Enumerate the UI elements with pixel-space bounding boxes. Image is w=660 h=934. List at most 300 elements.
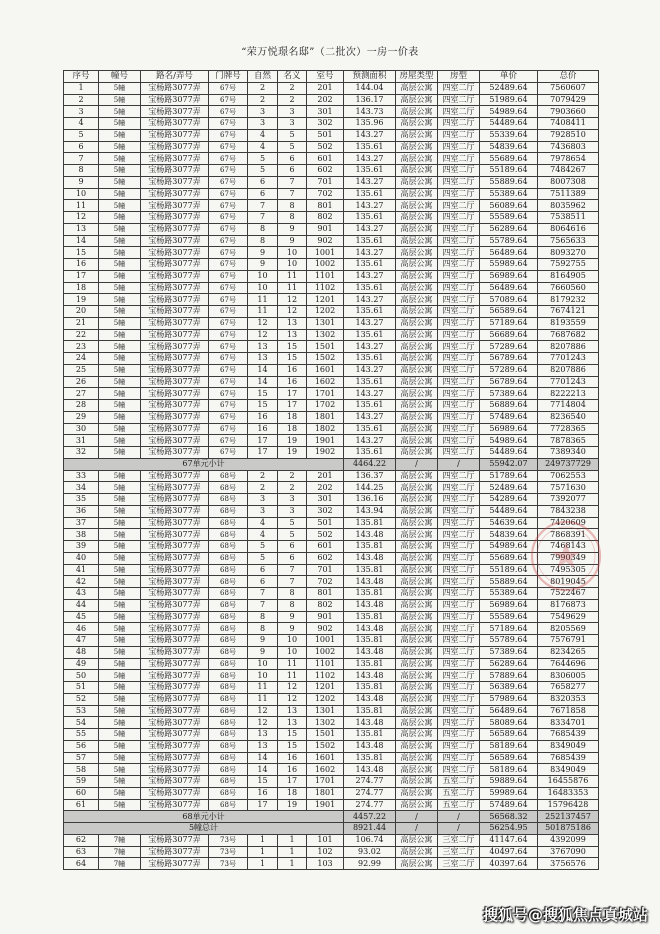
cell-unit-price: 41147.64: [480, 834, 538, 846]
cell-natural-floor: 5: [248, 541, 278, 553]
cell-seq: 32: [64, 447, 99, 459]
cell-building: 5幢: [99, 623, 141, 635]
cell-room: 702: [307, 576, 344, 588]
cell-area: 143.27: [344, 435, 396, 447]
cell-layout: 四室二厅: [438, 552, 480, 564]
cell-seq: 21: [64, 317, 99, 329]
cell-unit-price: 55389.64: [480, 588, 538, 600]
cell-seq: 43: [64, 588, 99, 600]
cell-area: 143.48: [344, 646, 396, 658]
cell-house-type: 高层公寓: [396, 764, 438, 776]
cell-natural-floor: 14: [248, 376, 278, 388]
cell-house-type: 高层公寓: [396, 599, 438, 611]
cell-natural-floor: 4: [248, 529, 278, 541]
table-row: [64, 858, 599, 870]
cell-door: 67号: [209, 141, 248, 153]
cell-layout: 四室二厅: [438, 153, 480, 165]
cell-house-type: 高层公寓: [396, 447, 438, 459]
cell-room: 1901: [307, 435, 344, 447]
table-row: [64, 670, 599, 682]
table-row: [64, 129, 599, 141]
cell-room: 1302: [307, 717, 344, 729]
cell-unit-price: 51989.64: [480, 94, 538, 106]
cell-house-type: 高层公寓: [396, 717, 438, 729]
cell-seq: 19: [64, 294, 99, 306]
cell-area: 143.48: [344, 764, 396, 776]
cell-layout: 四室二厅: [438, 423, 480, 435]
cell-unit-price: 56989.64: [480, 599, 538, 611]
cell-road-lane: 宝杨路3077弄: [141, 212, 209, 224]
cell-area: 135.81: [344, 729, 396, 741]
cell-door: 67号: [209, 106, 248, 118]
cell-natural-floor: 7: [248, 212, 278, 224]
table-row: [64, 282, 599, 294]
cell-unit-price: 55689.64: [480, 552, 538, 564]
cell-unit-price: 56789.64: [480, 376, 538, 388]
summary-row: [64, 823, 599, 835]
table-row: [64, 505, 599, 517]
cell-layout: 三室二厅: [438, 858, 480, 870]
cell-nominal-floor: 5: [278, 141, 307, 153]
cell-layout: 四室二厅: [438, 388, 480, 400]
summary-cell-total-price: 501875186: [538, 823, 599, 835]
cell-natural-floor: 16: [248, 411, 278, 423]
cell-building: 5幢: [99, 176, 141, 188]
cell-house-type: 高层公寓: [396, 329, 438, 341]
cell-house-type: 高层公寓: [396, 552, 438, 564]
cell-seq: 24: [64, 353, 99, 365]
cell-seq: 42: [64, 576, 99, 588]
cell-area: 135.81: [344, 705, 396, 717]
cell-unit-price: 54489.64: [480, 447, 538, 459]
cell-total-price: 7392077: [538, 494, 599, 506]
cell-door: 68号: [209, 517, 248, 529]
cell-road-lane: 宝杨路3077弄: [141, 176, 209, 188]
cell-building: 5幢: [99, 188, 141, 200]
cell-house-type: 高层公寓: [396, 176, 438, 188]
cell-seq: 3: [64, 106, 99, 118]
cell-house-type: 高层公寓: [396, 588, 438, 600]
cell-room: 501: [307, 129, 344, 141]
cell-door: 67号: [209, 235, 248, 247]
cell-road-lane: 宝杨路3077弄: [141, 846, 209, 858]
cell-road-lane: 宝杨路3077弄: [141, 646, 209, 658]
cell-seq: 15: [64, 247, 99, 259]
cell-house-type: 高层公寓: [396, 517, 438, 529]
cell-nominal-floor: 16: [278, 764, 307, 776]
cell-nominal-floor: 18: [278, 787, 307, 799]
cell-room: 901: [307, 611, 344, 623]
cell-road-lane: 宝杨路3077弄: [141, 611, 209, 623]
cell-natural-floor: 7: [248, 200, 278, 212]
cell-building: 5幢: [99, 576, 141, 588]
cell-natural-floor: 12: [248, 329, 278, 341]
cell-total-price: 8236540: [538, 411, 599, 423]
cell-room: 1902: [307, 447, 344, 459]
cell-road-lane: 宝杨路3077弄: [141, 635, 209, 647]
header-house-type: 房屋类型: [396, 71, 438, 83]
cell-layout: 四室二厅: [438, 223, 480, 235]
cell-room: 201: [307, 82, 344, 94]
table-row: [64, 623, 599, 635]
cell-nominal-floor: 17: [278, 388, 307, 400]
cell-nominal-floor: 8: [278, 212, 307, 224]
cell-house-type: 高层公寓: [396, 846, 438, 858]
cell-nominal-floor: 7: [278, 564, 307, 576]
cell-room: 1002: [307, 259, 344, 271]
cell-door: 67号: [209, 376, 248, 388]
cell-natural-floor: 8: [248, 623, 278, 635]
cell-road-lane: 宝杨路3077弄: [141, 94, 209, 106]
cell-natural-floor: 12: [248, 317, 278, 329]
table-row: [64, 423, 599, 435]
cell-building: 5幢: [99, 505, 141, 517]
cell-unit-price: 56789.64: [480, 353, 538, 365]
cell-nominal-floor: 2: [278, 470, 307, 482]
cell-layout: 四室二厅: [438, 752, 480, 764]
cell-room: 1502: [307, 353, 344, 365]
cell-nominal-floor: 11: [278, 270, 307, 282]
cell-room: 1301: [307, 705, 344, 717]
cell-total-price: 7685439: [538, 729, 599, 741]
cell-area: 143.48: [344, 717, 396, 729]
cell-seq: 4: [64, 118, 99, 130]
cell-natural-floor: 3: [248, 494, 278, 506]
cell-road-lane: 宝杨路3077弄: [141, 787, 209, 799]
cell-area: 143.27: [344, 129, 396, 141]
cell-house-type: 高层公寓: [396, 646, 438, 658]
table-row: [64, 658, 599, 670]
cell-nominal-floor: 6: [278, 552, 307, 564]
cell-area: 135.81: [344, 635, 396, 647]
cell-road-lane: 宝杨路3077弄: [141, 752, 209, 764]
cell-building: 5幢: [99, 317, 141, 329]
cell-nominal-floor: 16: [278, 364, 307, 376]
cell-layout: 四室二厅: [438, 270, 480, 282]
cell-seq: 29: [64, 411, 99, 423]
header-seq: 序号: [64, 71, 99, 83]
cell-layout: 四室二厅: [438, 588, 480, 600]
cell-seq: 1: [64, 82, 99, 94]
cell-unit-price: 54839.64: [480, 529, 538, 541]
cell-door: 67号: [209, 165, 248, 177]
cell-seq: 8: [64, 165, 99, 177]
cell-room: 1701: [307, 776, 344, 788]
cell-unit-price: 55189.64: [480, 165, 538, 177]
cell-total-price: 7538511: [538, 212, 599, 224]
cell-area: 143.27: [344, 176, 396, 188]
cell-door: 68号: [209, 705, 248, 717]
cell-layout: 四室二厅: [438, 294, 480, 306]
cell-building: 5幢: [99, 740, 141, 752]
cell-road-lane: 宝杨路3077弄: [141, 353, 209, 365]
cell-area: 135.61: [344, 353, 396, 365]
cell-building: 5幢: [99, 141, 141, 153]
cell-layout: 四室二厅: [438, 482, 480, 494]
cell-building: 5幢: [99, 752, 141, 764]
cell-seq: 38: [64, 529, 99, 541]
cell-layout: 四室二厅: [438, 682, 480, 694]
cell-road-lane: 宝杨路3077弄: [141, 740, 209, 752]
cell-total-price: 8176873: [538, 599, 599, 611]
cell-building: 5幢: [99, 693, 141, 705]
cell-seq: 37: [64, 517, 99, 529]
cell-natural-floor: 13: [248, 740, 278, 752]
table-row: [64, 646, 599, 658]
cell-area: 136.17: [344, 94, 396, 106]
cell-room: 902: [307, 623, 344, 635]
cell-nominal-floor: 9: [278, 623, 307, 635]
cell-natural-floor: 5: [248, 552, 278, 564]
cell-house-type: 高层公寓: [396, 82, 438, 94]
cell-house-type: 高层公寓: [396, 235, 438, 247]
cell-seq: 17: [64, 270, 99, 282]
cell-area: 143.27: [344, 341, 396, 353]
cell-door: 68号: [209, 564, 248, 576]
cell-nominal-floor: 12: [278, 294, 307, 306]
cell-unit-price: 55889.64: [480, 176, 538, 188]
cell-natural-floor: 2: [248, 94, 278, 106]
cell-room: 601: [307, 153, 344, 165]
cell-room: 302: [307, 505, 344, 517]
cell-door: 68号: [209, 635, 248, 647]
cell-seq: 47: [64, 635, 99, 647]
cell-nominal-floor: 17: [278, 400, 307, 412]
cell-door: 67号: [209, 129, 248, 141]
cell-seq: 28: [64, 400, 99, 412]
cell-total-price: 7843238: [538, 505, 599, 517]
cell-unit-price: 56589.64: [480, 729, 538, 741]
cell-door: 67号: [209, 247, 248, 259]
cell-room: 1801: [307, 787, 344, 799]
cell-area: 135.81: [344, 588, 396, 600]
cell-road-lane: 宝杨路3077弄: [141, 717, 209, 729]
cell-door: 67号: [209, 223, 248, 235]
cell-door: 67号: [209, 329, 248, 341]
cell-unit-price: 54489.64: [480, 118, 538, 130]
cell-total-price: 8164905: [538, 270, 599, 282]
cell-natural-floor: 14: [248, 364, 278, 376]
table-row: [64, 693, 599, 705]
cell-natural-floor: 2: [248, 82, 278, 94]
cell-room: 1302: [307, 329, 344, 341]
cell-house-type: 高层公寓: [396, 353, 438, 365]
cell-area: 143.48: [344, 693, 396, 705]
cell-door: 68号: [209, 588, 248, 600]
cell-seq: 48: [64, 646, 99, 658]
cell-layout: 四室二厅: [438, 400, 480, 412]
cell-road-lane: 宝杨路3077弄: [141, 306, 209, 318]
header-nominal-floor: 名义: [278, 71, 307, 83]
cell-road-lane: 宝杨路3077弄: [141, 658, 209, 670]
cell-house-type: 高层公寓: [396, 294, 438, 306]
cell-area: 135.81: [344, 517, 396, 529]
cell-unit-price: 59889.64: [480, 776, 538, 788]
cell-total-price: 7928510: [538, 129, 599, 141]
cell-nominal-floor: 19: [278, 447, 307, 459]
cell-door: 68号: [209, 470, 248, 482]
cell-room: 1801: [307, 411, 344, 423]
cell-door: 68号: [209, 505, 248, 517]
cell-layout: 四室二厅: [438, 341, 480, 353]
summary-label: 68单元小计: [64, 811, 344, 823]
table-row: [64, 588, 599, 600]
cell-nominal-floor: 12: [278, 682, 307, 694]
summary-cell-unit-price: 56254.95: [480, 823, 538, 835]
cell-area: 143.94: [344, 505, 396, 517]
cell-road-lane: 宝杨路3077弄: [141, 82, 209, 94]
cell-road-lane: 宝杨路3077弄: [141, 294, 209, 306]
table-row: [64, 447, 599, 459]
cell-road-lane: 宝杨路3077弄: [141, 317, 209, 329]
cell-road-lane: 宝杨路3077弄: [141, 341, 209, 353]
cell-seq: 46: [64, 623, 99, 635]
summary-label: 5幢总计: [64, 823, 344, 835]
cell-unit-price: 56589.64: [480, 752, 538, 764]
cell-unit-price: 58189.64: [480, 740, 538, 752]
cell-total-price: 7408411: [538, 118, 599, 130]
cell-seq: 13: [64, 223, 99, 235]
cell-total-price: 8064616: [538, 223, 599, 235]
cell-layout: 四室二厅: [438, 717, 480, 729]
cell-road-lane: 宝杨路3077弄: [141, 670, 209, 682]
cell-door: 67号: [209, 176, 248, 188]
cell-road-lane: 宝杨路3077弄: [141, 588, 209, 600]
cell-door: 67号: [209, 188, 248, 200]
cell-door: 67号: [209, 259, 248, 271]
cell-total-price: 4392099: [538, 834, 599, 846]
cell-nominal-floor: 18: [278, 411, 307, 423]
cell-building: 5幢: [99, 364, 141, 376]
table-row: [64, 259, 599, 271]
table-row: [64, 153, 599, 165]
cell-natural-floor: 12: [248, 717, 278, 729]
cell-house-type: 高层公寓: [396, 576, 438, 588]
cell-total-price: 7701243: [538, 376, 599, 388]
cell-seq: 54: [64, 717, 99, 729]
cell-natural-floor: 10: [248, 670, 278, 682]
cell-door: 67号: [209, 306, 248, 318]
summary-cell-area: 8921.44: [344, 823, 396, 835]
cell-building: 5幢: [99, 599, 141, 611]
cell-room: 1501: [307, 729, 344, 741]
cell-nominal-floor: 12: [278, 693, 307, 705]
cell-building: 5幢: [99, 165, 141, 177]
cell-nominal-floor: 5: [278, 129, 307, 141]
table-row: [64, 141, 599, 153]
cell-nominal-floor: 10: [278, 247, 307, 259]
cell-total-price: 7903660: [538, 106, 599, 118]
cell-door: 73号: [209, 846, 248, 858]
cell-area: 143.48: [344, 599, 396, 611]
cell-layout: 四室二厅: [438, 705, 480, 717]
cell-unit-price: 52489.64: [480, 482, 538, 494]
cell-building: 5幢: [99, 411, 141, 423]
cell-road-lane: 宝杨路3077弄: [141, 494, 209, 506]
cell-area: 143.48: [344, 529, 396, 541]
cell-seq: 11: [64, 200, 99, 212]
cell-layout: 四室二厅: [438, 129, 480, 141]
cell-layout: 四室二厅: [438, 376, 480, 388]
cell-road-lane: 宝杨路3077弄: [141, 729, 209, 741]
cell-area: 274.77: [344, 776, 396, 788]
cell-house-type: 高层公寓: [396, 388, 438, 400]
cell-area: 92.99: [344, 858, 396, 870]
cell-unit-price: 55189.64: [480, 564, 538, 576]
cell-natural-floor: 13: [248, 353, 278, 365]
header-row: [64, 71, 599, 83]
cell-area: 135.81: [344, 682, 396, 694]
cell-nominal-floor: 19: [278, 799, 307, 811]
cell-nominal-floor: 6: [278, 165, 307, 177]
cell-layout: 四室二厅: [438, 200, 480, 212]
cell-road-lane: 宝杨路3077弄: [141, 764, 209, 776]
cell-layout: 四室二厅: [438, 235, 480, 247]
cell-unit-price: 56289.64: [480, 658, 538, 670]
cell-area: 135.61: [344, 235, 396, 247]
cell-nominal-floor: 8: [278, 588, 307, 600]
cell-unit-price: 58189.64: [480, 764, 538, 776]
cell-room: 601: [307, 541, 344, 553]
cell-house-type: 高层公寓: [396, 658, 438, 670]
cell-nominal-floor: 10: [278, 646, 307, 658]
cell-seq: 49: [64, 658, 99, 670]
cell-building: 5幢: [99, 106, 141, 118]
cell-road-lane: 宝杨路3077弄: [141, 411, 209, 423]
cell-area: 143.48: [344, 576, 396, 588]
cell-area: 143.73: [344, 106, 396, 118]
cell-house-type: 高层公寓: [396, 752, 438, 764]
cell-unit-price: 56589.64: [480, 306, 538, 318]
cell-unit-price: 55789.64: [480, 235, 538, 247]
cell-road-lane: 宝杨路3077弄: [141, 400, 209, 412]
cell-building: 5幢: [99, 82, 141, 94]
cell-seq: 52: [64, 693, 99, 705]
cell-nominal-floor: 2: [278, 482, 307, 494]
table-row: [64, 729, 599, 741]
cell-total-price: 8093270: [538, 247, 599, 259]
cell-road-lane: 宝杨路3077弄: [141, 235, 209, 247]
cell-room: 501: [307, 517, 344, 529]
cell-house-type: 高层公寓: [396, 858, 438, 870]
cell-road-lane: 宝杨路3077弄: [141, 329, 209, 341]
cell-house-type: 高层公寓: [396, 306, 438, 318]
cell-building: 7幢: [99, 846, 141, 858]
cell-house-type: 高层公寓: [396, 259, 438, 271]
cell-building: 5幢: [99, 94, 141, 106]
cell-layout: 四室二厅: [438, 165, 480, 177]
cell-door: 68号: [209, 599, 248, 611]
cell-road-lane: 宝杨路3077弄: [141, 505, 209, 517]
cell-total-price: 7576791: [538, 635, 599, 647]
cell-door: 67号: [209, 341, 248, 353]
cell-area: 135.61: [344, 141, 396, 153]
cell-house-type: 高层公寓: [396, 541, 438, 553]
cell-nominal-floor: 13: [278, 717, 307, 729]
table-row: [64, 270, 599, 282]
cell-nominal-floor: 10: [278, 259, 307, 271]
cell-natural-floor: 16: [248, 423, 278, 435]
cell-nominal-floor: 11: [278, 658, 307, 670]
cell-area: 135.61: [344, 447, 396, 459]
cell-seq: 27: [64, 388, 99, 400]
watermark-text: 搜狐号@搜狐焦点真城站: [482, 906, 648, 924]
cell-room: 701: [307, 564, 344, 576]
cell-layout: 四室二厅: [438, 118, 480, 130]
cell-area: 135.61: [344, 423, 396, 435]
cell-room: 1601: [307, 364, 344, 376]
cell-unit-price: 56689.64: [480, 329, 538, 341]
